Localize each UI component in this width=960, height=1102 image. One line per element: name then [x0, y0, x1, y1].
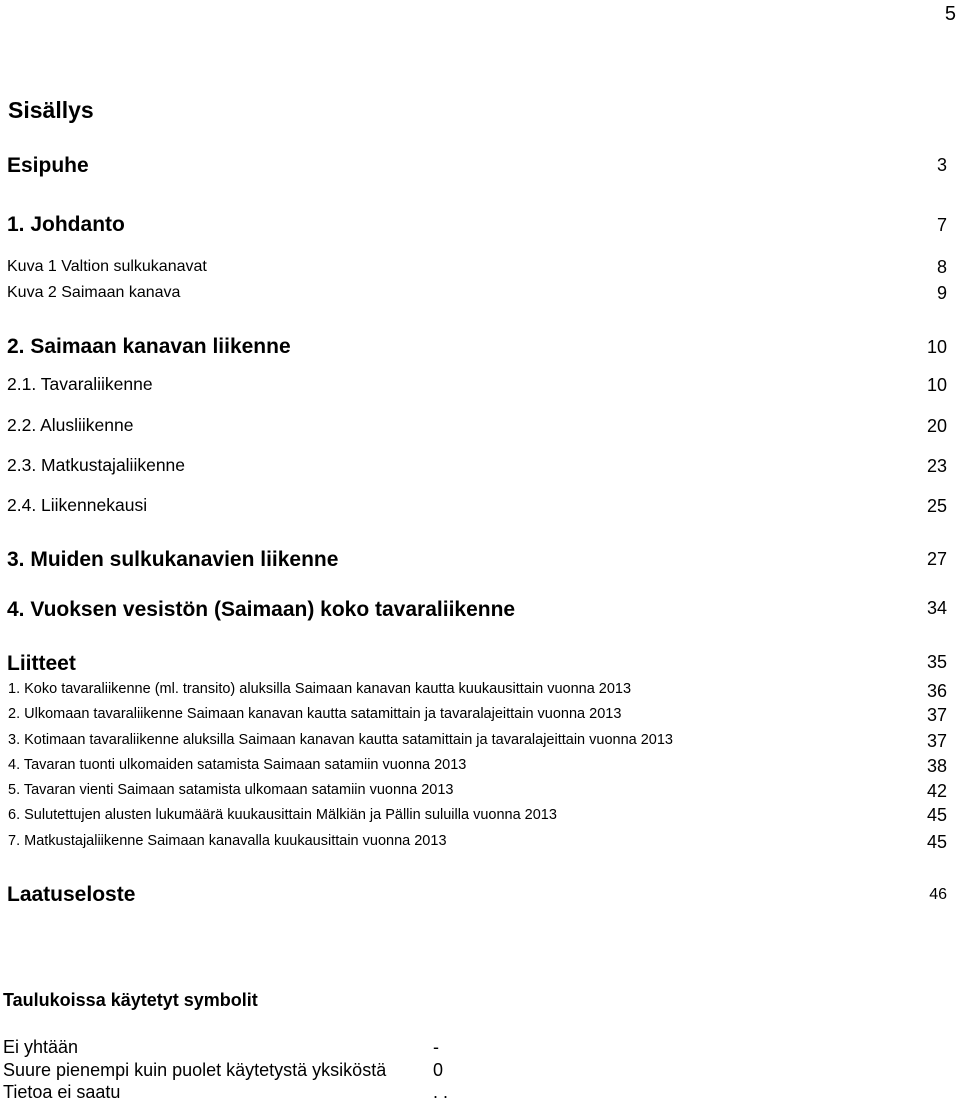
toc-entry-appendix-3[interactable]: 3. Kotimaan tavaraliikenne aluksilla Saimaan kanavan kautta satamittain ja tavaralajeittain vuonna 2013 — [8, 732, 673, 748]
toc-page-johdanto: 7 — [936, 215, 947, 235]
toc-entry-appendix-4[interactable]: 4. Tavaran tuonti ulkomaiden satamista Saimaan satamiin vuonna 2013 — [8, 757, 467, 773]
toc-entry-appendix-1[interactable]: 1. Koko tavaraliikenne (ml. transito) aluksilla Saimaan kanavan kautta kuukausittain vuonna 2013 — [8, 681, 632, 697]
toc-entry-johdanto[interactable]: 1. Johdanto — [7, 213, 125, 236]
toc-entry-appendix-5[interactable]: 5. Tavaran vienti Saimaan satamista ulkomaan satamiin vuonna 2013 — [8, 782, 454, 798]
toc-entry-section-4[interactable]: 4. Vuoksen vesistön (Saimaan) koko tavaraliikenne — [7, 598, 516, 621]
symbol-value: . . — [433, 1082, 449, 1102]
toc-page-appendices: 35 — [926, 652, 947, 672]
toc-page-section-2-4: 25 — [926, 496, 947, 516]
toc-entry-quality[interactable]: Laatuseloste — [7, 883, 136, 906]
toc-entry-section-2-4[interactable]: 2.4. Liikennekausi — [7, 495, 148, 515]
symbol-value: - — [433, 1037, 439, 1057]
toc-entry-section-2-2[interactable]: 2.2. Alusliikenne — [7, 415, 134, 435]
symbol-label: Suure pienempi kuin puolet käytetystä yksiköstä — [3, 1060, 387, 1080]
symbol-label: Ei yhtään — [3, 1037, 79, 1057]
toc-page-section-2-3: 23 — [926, 456, 947, 476]
toc-page-appendix-7: 45 — [926, 832, 947, 852]
toc-page-section-2: 10 — [926, 337, 947, 357]
toc-page-appendix-4: 38 — [926, 756, 947, 776]
toc-page-figure-1: 8 — [936, 257, 947, 277]
toc-entry-appendix-2[interactable]: 2. Ulkomaan tavaraliikenne Saimaan kanavan kautta satamittain ja tavaralajeittain vuonna 2013 — [8, 706, 622, 722]
toc-page-figure-2: 9 — [936, 283, 947, 303]
toc-entry-appendix-7[interactable]: 7. Matkustajaliikenne Saimaan kanavalla kuukausittain vuonna 2013 — [8, 833, 447, 849]
toc-page-quality: 46 — [929, 886, 947, 903]
symbol-value: 0 — [433, 1060, 444, 1080]
toc-entry-section-2-3[interactable]: 2.3. Matkustajaliikenne — [7, 455, 186, 475]
toc-page-preface: 3 — [936, 155, 947, 175]
page-number: 5 — [944, 3, 956, 25]
toc-page-appendix-5: 42 — [926, 781, 947, 801]
toc-page-section-4: 34 — [926, 598, 947, 618]
toc-entry-appendix-6[interactable]: 6. Sulutettujen alusten lukumäärä kuukausittain Mälkiän ja Pällin suluilla vuonna 2013 — [8, 807, 557, 823]
toc-page-appendix-3: 37 — [926, 731, 947, 751]
toc-page-section-3: 27 — [926, 549, 947, 569]
toc-entry-preface[interactable]: Esipuhe — [7, 154, 89, 177]
toc-page-appendix-1: 36 — [926, 681, 947, 701]
toc-entry-appendices[interactable]: Liitteet — [7, 652, 76, 675]
toc-page-section-2-2: 20 — [926, 416, 947, 436]
toc-page-section-2-1: 10 — [926, 375, 947, 395]
toc-page-appendix-6: 45 — [926, 805, 947, 825]
toc-entry-section-2[interactable]: 2. Saimaan kanavan liikenne — [7, 335, 291, 358]
symbol-label: Tietoa ei saatu — [3, 1082, 121, 1102]
toc-page-appendix-2: 37 — [926, 705, 947, 725]
toc-entry-figure-1[interactable]: Kuva 1 Valtion sulkukanavat — [7, 258, 207, 275]
symbols-title: Taulukoissa käytetyt symbolit — [3, 990, 258, 1010]
toc-entry-section-3[interactable]: 3. Muiden sulkukanavien liikenne — [7, 548, 339, 571]
toc-entry-figure-2[interactable]: Kuva 2 Saimaan kanava — [7, 284, 181, 301]
toc-title: Sisällys — [8, 97, 94, 123]
toc-entry-section-2-1[interactable]: 2.1. Tavaraliikenne — [7, 374, 153, 394]
